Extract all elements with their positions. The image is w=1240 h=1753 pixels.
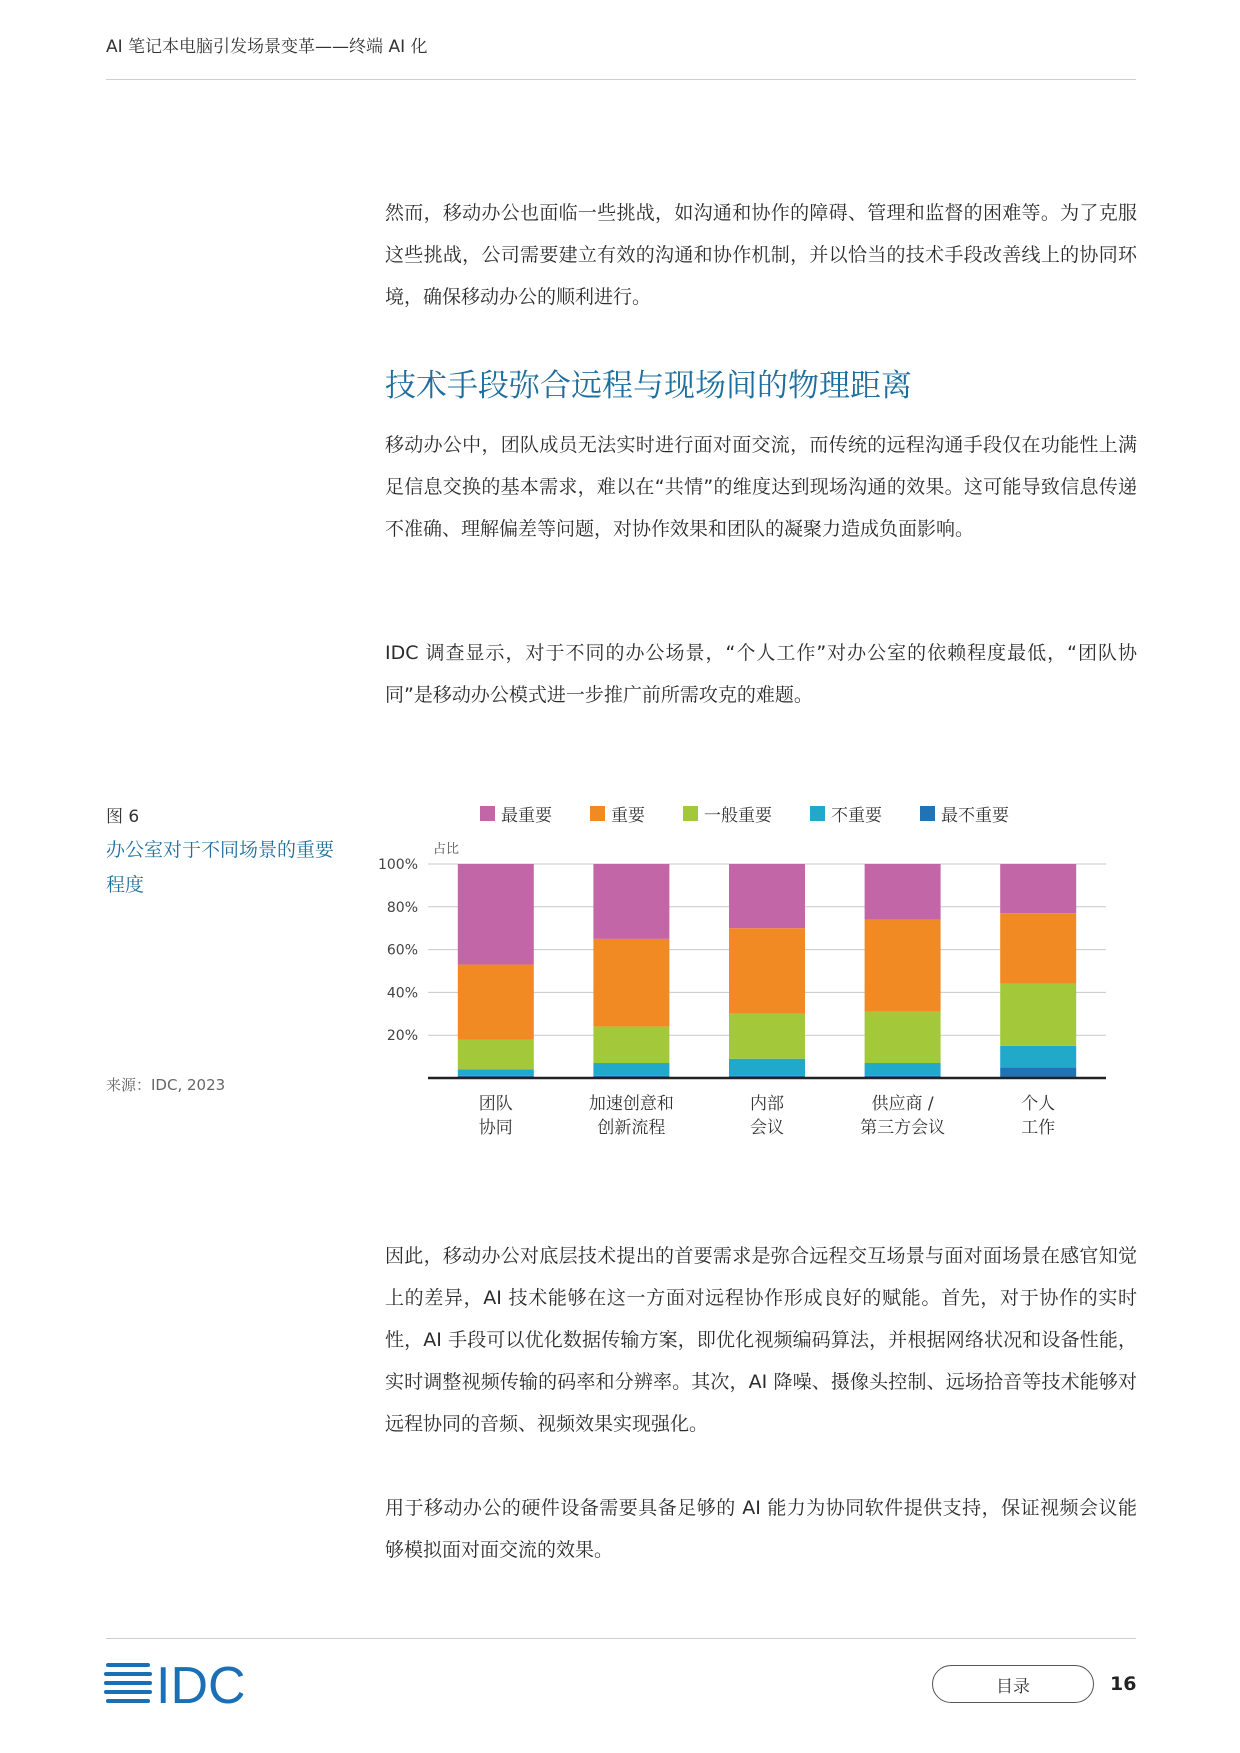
section-heading: 技术手段弥合远程与现场间的物理距离 [385,368,912,404]
bar-segment [1000,913,1076,984]
bar-segment [1000,864,1076,913]
idc-globe-icon [104,1663,152,1703]
header-divider [106,79,1136,80]
bar-segment [865,1012,941,1063]
bar-segment [458,864,534,965]
bar-segment [1000,984,1076,1046]
x-tick-label: 创新流程 [597,1118,666,1138]
bar-segment [593,1063,669,1076]
bar-segment [458,965,534,1040]
stacked-bar-chart [378,832,1118,1152]
legend-swatch [920,806,935,821]
y-tick-label: 20% [386,1028,418,1045]
idc-logo-text: IDC [156,1657,246,1711]
bar-segment [593,864,669,939]
legend-label: 一般重要 [704,806,772,826]
legend-swatch [810,806,825,821]
x-tick-label: 第三方会议 [860,1118,946,1138]
figure-source: 来源：IDC, 2023 [106,1076,226,1094]
toc-button[interactable]: 目录 [932,1665,1094,1703]
paragraph-challenges: 然而，移动办公也面临一些挑战，如沟通和协作的障碍、管理和监督的困难等。为了克服这些挑战，公司需要建立有效的沟通和协作机制，并以恰当的技术手段改善线上的协同环境，确保移动办公的顺利进行。 [385,202,1137,308]
paragraph-idc-survey: IDC 调查显示，对于不同的办公场景，“个人工作”对办公室的依赖程度最低，“团队协同”是移动办公模式进一步推广前所需攻克的难题。 [385,642,1137,706]
x-tick-label: 加速创意和 [588,1094,674,1114]
legend-item [480,801,552,826]
chart-legend [480,801,1009,826]
y-tick-label: 80% [386,899,418,916]
legend-label: 不重要 [831,806,882,826]
bar-segment [593,1027,669,1063]
bar-segment [865,1063,941,1076]
bar-segment [729,928,805,1014]
x-tick-label: 团队 [478,1094,513,1114]
y-tick-label: 40% [386,985,418,1002]
legend-item [810,801,882,826]
footer-divider [106,1638,1136,1639]
y-axis-label: 占比 [433,842,460,857]
bar-segment [458,1069,534,1075]
bar-segment [865,920,941,1012]
legend-label: 最重要 [501,806,552,826]
page-number: 16 [1110,1673,1137,1695]
bar-segment [729,1014,805,1059]
legend-swatch [480,806,495,821]
paragraph-hardware-support: 用于移动办公的硬件设备需要具备足够的 AI 能力为协同软件提供支持，保证视频会议能够模拟面对面交流的效果。 [385,1497,1137,1561]
legend-item [590,801,645,826]
x-tick-label: 协同 [478,1118,513,1138]
bar-segment [729,1059,805,1076]
figure-title: 办公室对于不同场景的重要程度 [106,839,335,896]
x-tick-label: 内部 [750,1094,784,1114]
bar-segment [1000,1067,1076,1078]
paragraph-ai-enablement: 因此，移动办公对底层技术提出的首要需求是弥合远程交互场景与面对面场景在感官知觉上的差异，AI 技术能够在这一方面对远程协作形成良好的赋能。首先，对于协作的实时性，AI 手段可以优化数据传输方案，即优化视频编码算法，并根据网络状况和设备性能，实时调整视频传输的码率和分辨率。其次，AI 降噪、摄像头控制、远场拾音等技术能够对远程协同的音频、视频效果实现强化。 [385,1245,1137,1435]
figure-number: 图 6 [106,807,140,827]
x-tick-label: 个人 [1021,1094,1056,1114]
legend-label: 最不重要 [941,806,1009,826]
bar-segment [729,864,805,928]
legend-item [683,801,772,826]
y-tick-label: 60% [386,942,418,959]
bar-segment [1000,1046,1076,1067]
paragraph-remote-communication: 移动办公中，团队成员无法实时进行面对面交流，而传统的远程沟通手段仅在功能性上满足信息交换的基本需求，难以在“共情”的维度达到现场沟通的效果。这可能导致信息传递不准确、理解偏差等问题，对协作效果和团队的凝聚力造成负面影响。 [385,434,1137,540]
legend-swatch [590,806,605,821]
idc-logo [104,1655,264,1715]
x-tick-label: 工作 [1021,1118,1056,1138]
bar-segment [458,1039,534,1069]
header-title: AI 笔记本电脑引发场景变革——终端 AI 化 [106,37,428,57]
bar-segment [865,864,941,920]
y-tick-label: 100% [378,857,418,873]
bar-segment [593,939,669,1027]
legend-item [920,801,1009,826]
x-tick-label: 会议 [750,1118,784,1138]
legend-swatch [683,806,698,821]
legend-label: 重要 [611,806,645,826]
x-tick-label: 供应商 / [871,1094,934,1114]
